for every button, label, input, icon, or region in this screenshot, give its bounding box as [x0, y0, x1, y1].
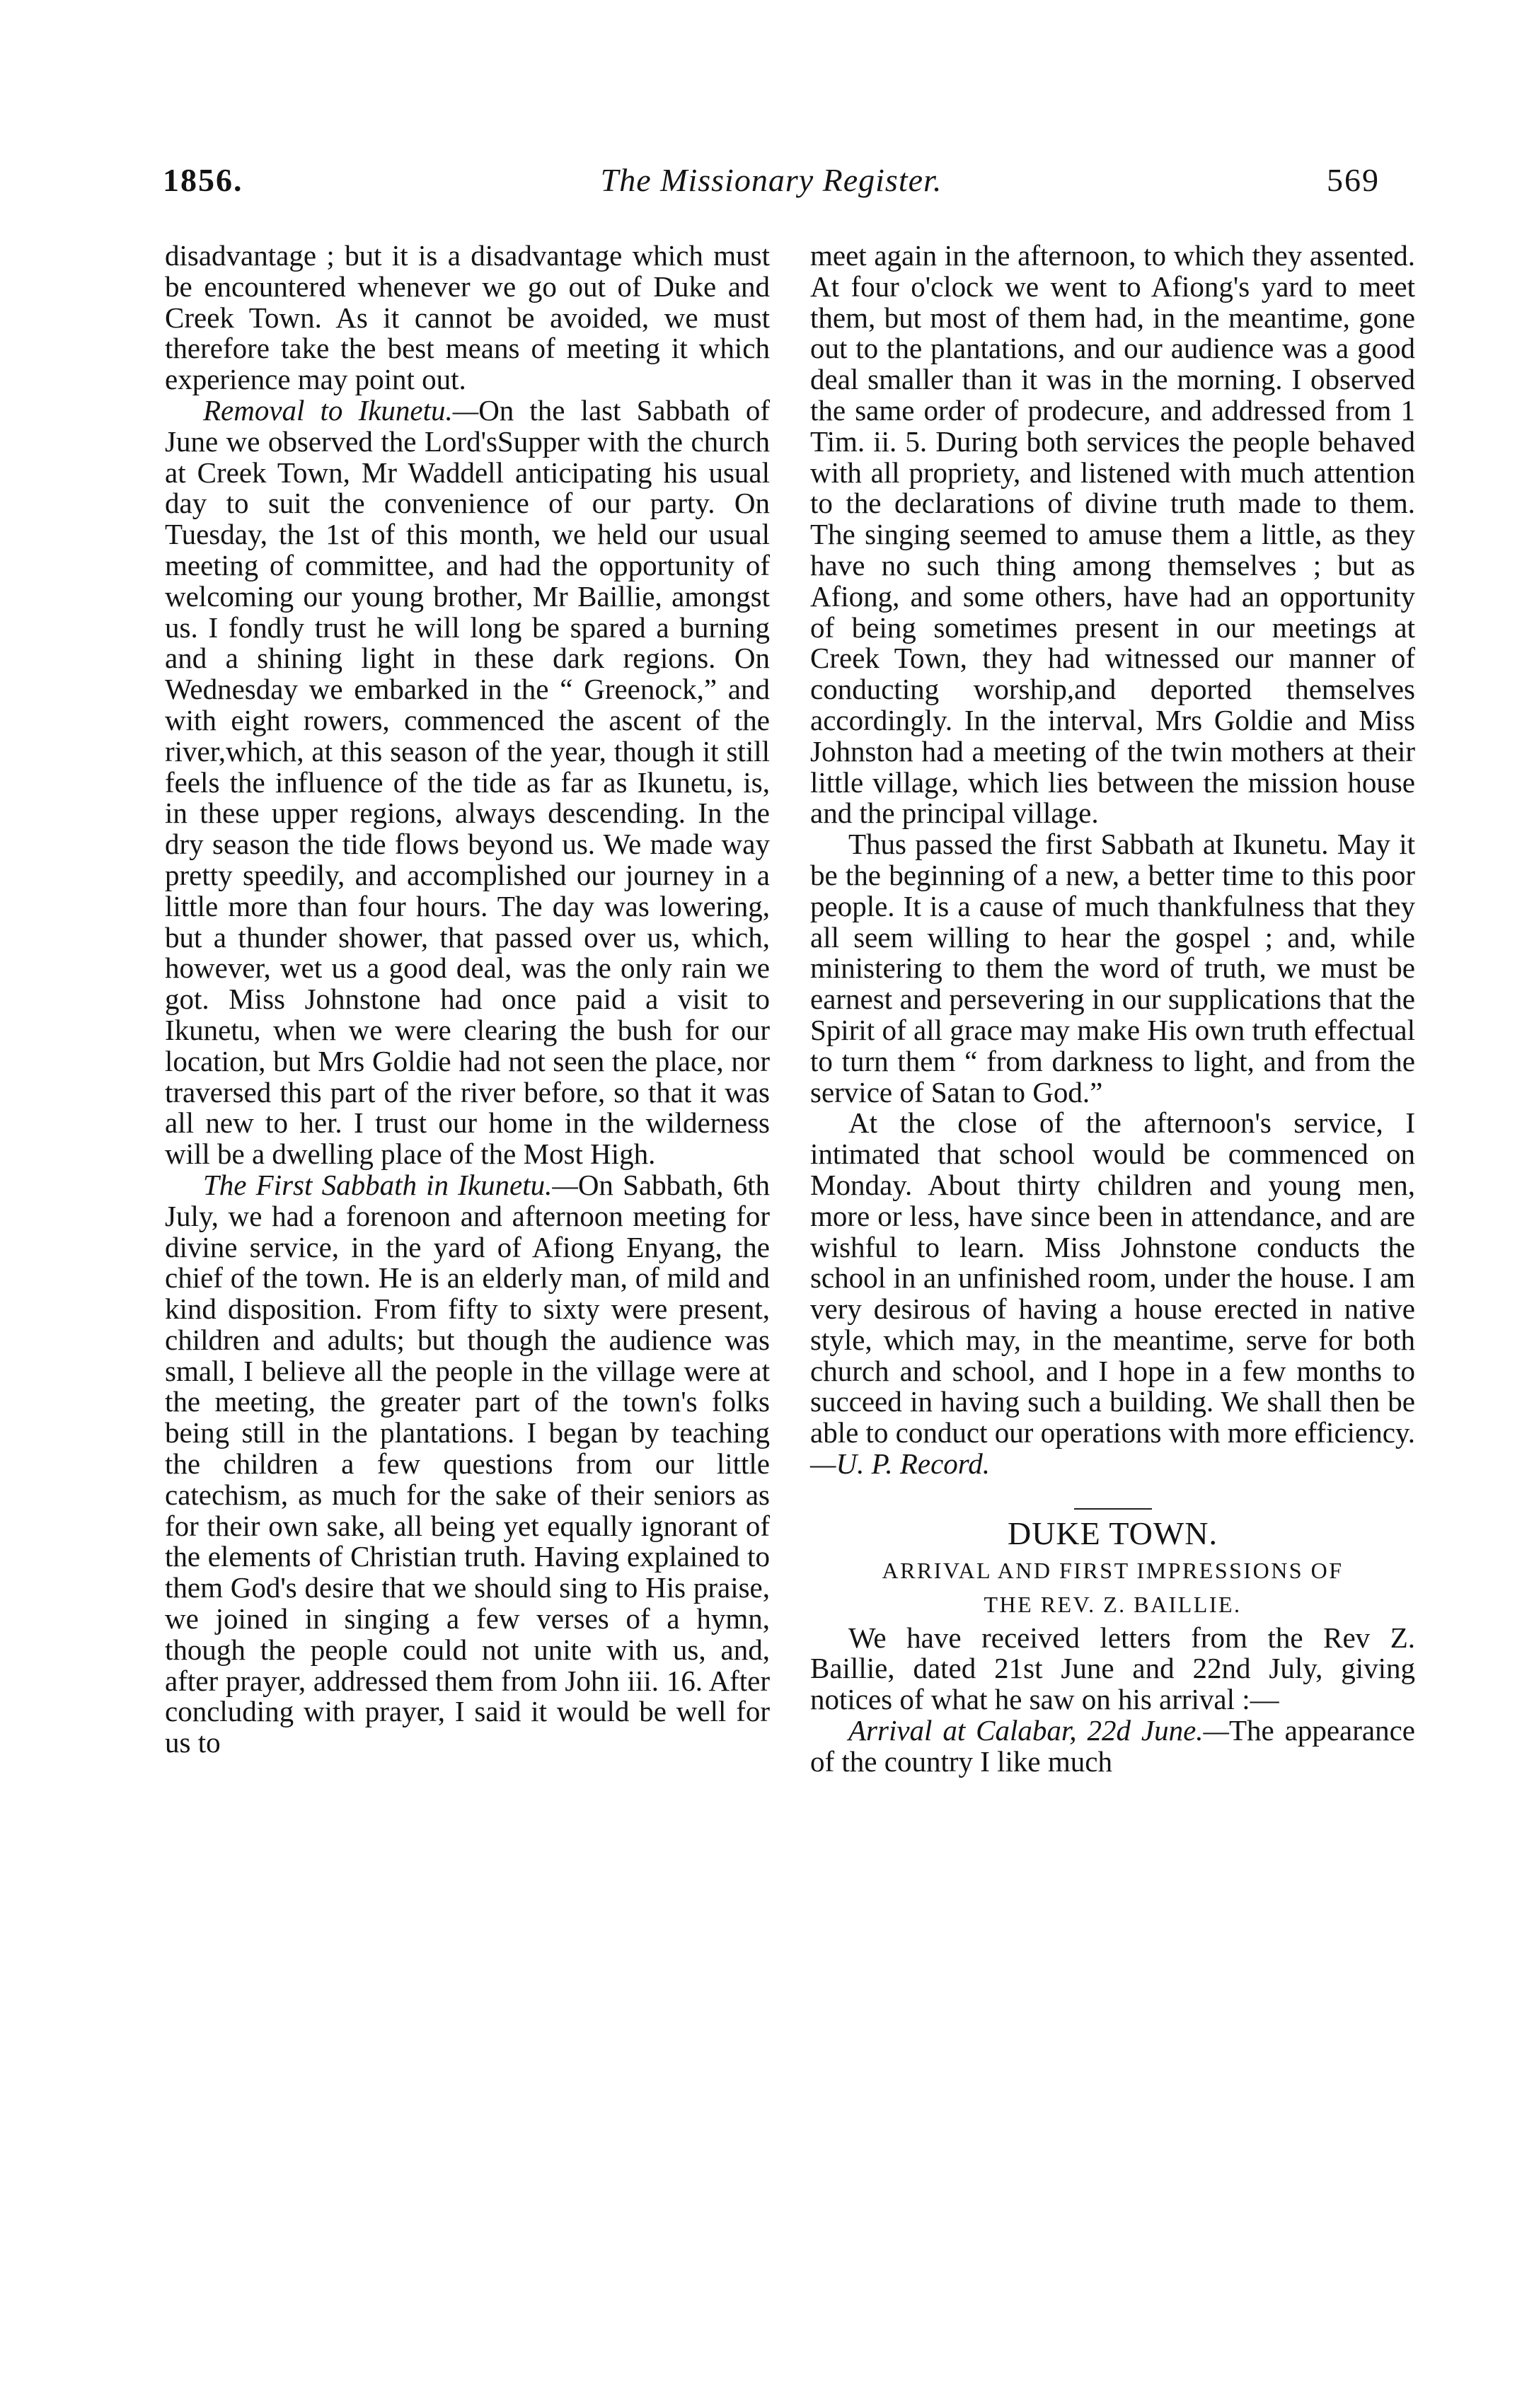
right-column [810, 241, 1415, 1778]
paragraph [810, 1108, 1415, 1480]
paragraph: We have received letters from the Rev Z. Baillie, dated 21st June and 22nd July, giving notices of what he saw on his arrival :— [810, 1621, 1415, 1716]
paragraph: disadvantage ; but it is a disadvantage which must be encountered whenever we go out of Duke and Creek Town. As it cannot be avoided, we must therefore take the best means of meeting it which experience may point out. [165, 239, 770, 396]
paragraph: Thus passed the first Sabbath at Ikunetu. May it be the beginning of a new, a better time to this poor people. It is a cause of much thankfulness that they all seem willing to hear the gospel ; and, while ministering to them the word of truth, we must be earnest and persevering in our supplications that the Spirit of all grace may make His own truth effectual to turn them “ from darkness to light, and from the service of Satan to God.” [810, 828, 1415, 1109]
paragraph-body: On the last Sabbath of June we observed the Lord'sSupper with the church at Creek Town, Mr Waddell anticipating his usual day to suit the convenience of our party. On Tuesday, the 1st of this month, we held our usual meeting of committee, and had the opportunity of welcoming our young brother, Mr Baillie, amongst us. I fondly trust he will long be spared a burning and a shining light in these dark regions. On Wednesday we embarked in the “ Greenock,” and with eight rowers, commenced the ascent of the river,which, at this season of the year, though it still feels the influence of the tide as far as Ikunetu, is, in these upper regions, always descending. In the dry season the tide flows beyond us. We made way pretty speedily, and accomplished our journey in a little more than four hours. The day was lowering, but a thunder shower, that passed over us, which, however, wet us a good deal, was the only rain we got. Miss Johnstone had once paid a visit to Ikunetu, when we were clearing the bush for our location, but Mrs Goldie had not seen the place, nor traversed this part of the river before, so that it was all new to her. I trust our home in the wilderness will be a dwelling place of the Most High. [165, 393, 770, 1171]
source-signature: —U. P. Record. [810, 1447, 990, 1481]
page-number: 569 [1327, 162, 1380, 198]
paragraph [165, 1170, 770, 1759]
header-year: 1856. [163, 162, 243, 198]
section-divider [1074, 1508, 1152, 1510]
section-title: DUKE TOWN. [1007, 1515, 1218, 1551]
left-column [165, 241, 770, 1759]
paragraph-body: The appearance of the country I like much [810, 1714, 1415, 1778]
page-header [163, 161, 1380, 211]
paragraph [165, 395, 770, 1170]
paragraph [810, 1715, 1415, 1778]
paragraph-body: At the close of the afternoon's service, I intimated that school would be commenced on Monday. About thirty children and young men, more or less, have since been in attendance, and are wishful to learn. Miss Johnstone conducts the school in an unfinished room, under the house. I am very desirous of having a house erected in native style, which may, in the meantime, serve for both church and school, and I hope in a few months to succeed in having such a building. We shall then be able to conduct our operations with more efficiency. [810, 1106, 1416, 1449]
paragraph-heading: The First Sabbath in Ikunetu.— [203, 1168, 578, 1201]
section-subtitle: THE REV. Z. BAILLIE. [984, 1591, 1242, 1617]
journal-title: The Missionary Register. [600, 162, 942, 198]
paragraph: meet again in the afternoon, to which they assented. At four o'clock we went to Afiong's yard to meet them, but most of them had, in the meantime, gone out to the plantations, and our audience was a good deal smaller than it was in the morning. I observed the same order of prodecure, and addressed from 1 Tim. ii. 5. During both services the people behaved with all propriety, and listened with much attention to the declarations of divine truth made to them. The singing seemed to amuse them a little, as they have no such thing among themselves ; but as Afiong, and some others, have had an opportunity of being sometimes present in our meetings at Creek Town, they had witnessed our manner of conducting worship,and deported themselves accordingly. In the interval, Mrs Goldie and Miss Johnston had a meeting of the twin mothers at their little village, which lies between the mission house and the principal village. [810, 239, 1415, 830]
paragraph-body: On Sabbath, 6th July, we had a forenoon and afternoon meeting for divine service, in the yard of Afiong Enyang, the chief of the town. He is an elderly man, of mild and kind disposition. From fifty to sixty were present, children and adults; but though the audience was small, I believe all the people in the village were at the meeting, the greater part of the town's folks being still in the plantations. I began by teaching the children a few questions from our little catechism, as much for the sake of their seniors as for their own sake, all being yet equally ignorant of the elements of Christian truth. Having explained to them God's desire that we should sing to His praise, we joined in singing a few verses of a hymn, though the people could not unite with us, and, after prayer, addressed them from John iii. 16. After concluding with prayer, I said it would be well for us to [165, 1168, 770, 1759]
section-subtitle: ARRIVAL AND FIRST IMPRESSIONS OF [882, 1557, 1344, 1583]
paragraph-heading: Arrival at Calabar, 22d June.— [848, 1714, 1229, 1747]
paragraph-heading: Removal to Ikunetu.— [203, 393, 479, 427]
